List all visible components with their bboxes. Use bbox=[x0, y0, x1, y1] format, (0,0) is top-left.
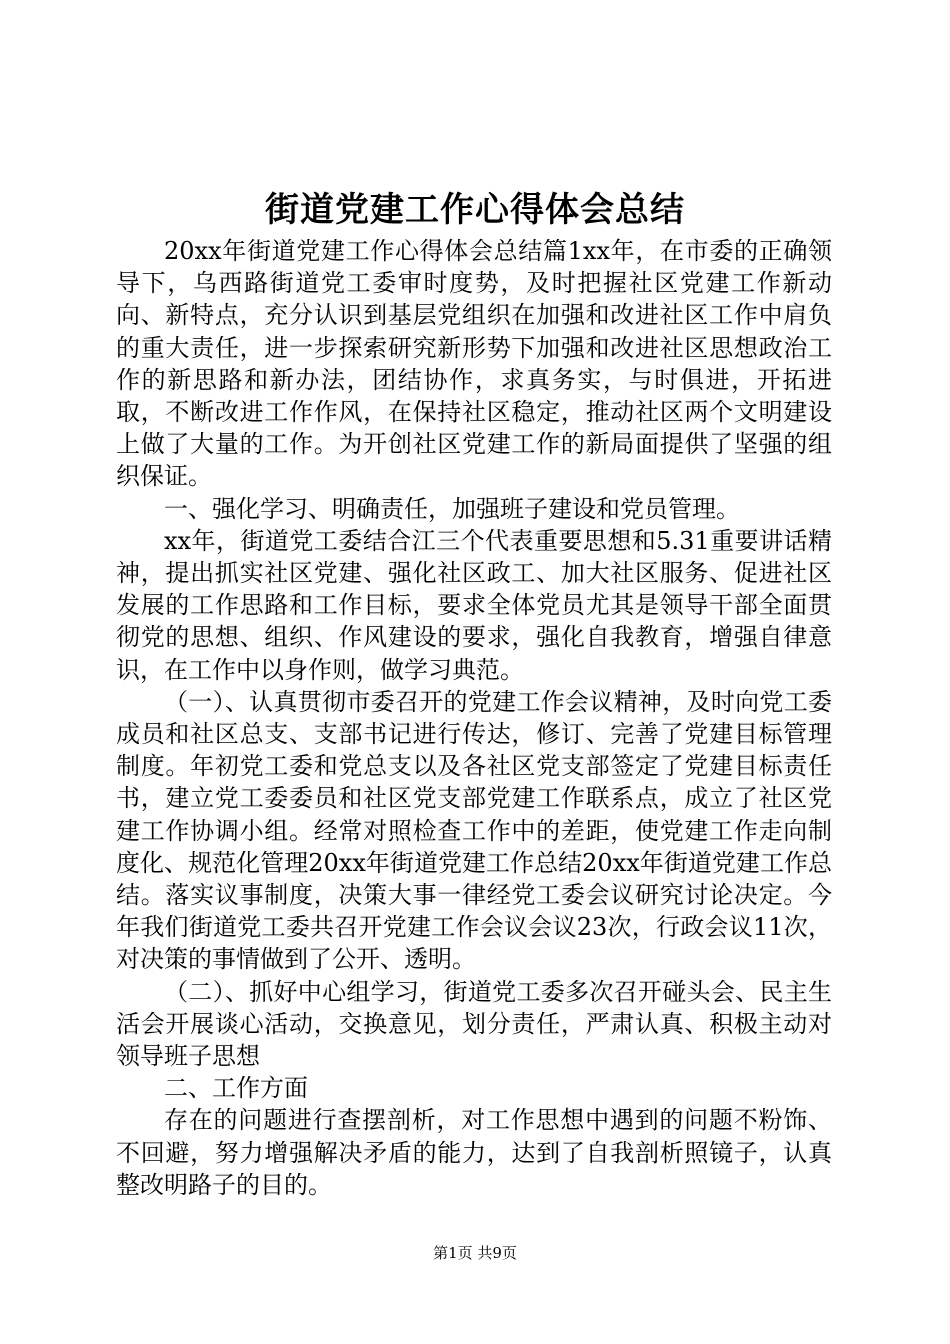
paragraph: （一）、认真贯彻市委召开的党建工作会议精神，及时向党工委成员和社区总支、支部书记进行传达，修订、完善了党建目标管理制度。年初党工委和党总支以及各社区党支部签定了党建目标责任书，建立党工委委员和社区党支部党建工作联系点，成立了社区党建工作协调小组。经常对照检查工作中的差距，使党建工作走向制度化、规范化管理20xx年街道党建工作总结20xx年街道党建工作总结。落实议事制度，决策大事一律经党工委会议研究讨论决定。今年我们街道党工委共召开党建工作会议会议23次，行政会议11次，对决策的事情做到了公开、透明。 bbox=[116, 687, 832, 974]
document-title: 街道党建工作心得体会总结 bbox=[265, 190, 685, 230]
paragraph: （二）、抓好中心组学习，街道党工委多次召开碰头会、民主生活会开展谈心活动，交换意见，划分责任，严肃认真、积极主动对领导班子思想 bbox=[116, 977, 832, 1071]
paragraph: 存在的问题进行查摆剖析，对工作思想中遇到的问题不粉饰、不回避，努力增强解决矛盾的能力，达到了自我剖析照镜子，认真整改明路子的目的。 bbox=[116, 1106, 832, 1199]
page-number-footer: 第1页 共9页 bbox=[433, 1244, 517, 1262]
paragraph: 20xx年街道党建工作心得体会总结篇1xx年，在市委的正确领导下，乌西路街道党工委审时度势，及时把握社区党建工作新动向、新特点，充分认识到基层党组织在加强和改进社区工作中肩负的重大责任，进一步探索研究新形势下加强和改进社区思想政治工作的新思路和新办法，团结协作，求真务实，与时俱进，开拓进取，不断改进工作作风，在保持社区稳定，推动社区两个文明建设上做了大量的工作。为开创社区党建工作的新局面提供了坚强的组织保证。 bbox=[116, 237, 832, 491]
section-heading: 一、强化学习、明确责任，加强班子建设和党员管理。 bbox=[164, 494, 740, 523]
document-body bbox=[116, 235, 832, 1201]
paragraph: xx年，街道党工委结合江三个代表重要思想和5.31重要讲话精神，提出抓实社区党建、强化社区政工、加大社区服务、促进社区发展的工作思路和工作目标，要求全体党员尤其是领导干部全面贯彻党的思想、组织、作风建设的要求，强化自我教育，增强自律意识，在工作中以身作则，做学习典范。 bbox=[116, 526, 832, 684]
section-heading: 二、工作方面 bbox=[164, 1074, 308, 1103]
